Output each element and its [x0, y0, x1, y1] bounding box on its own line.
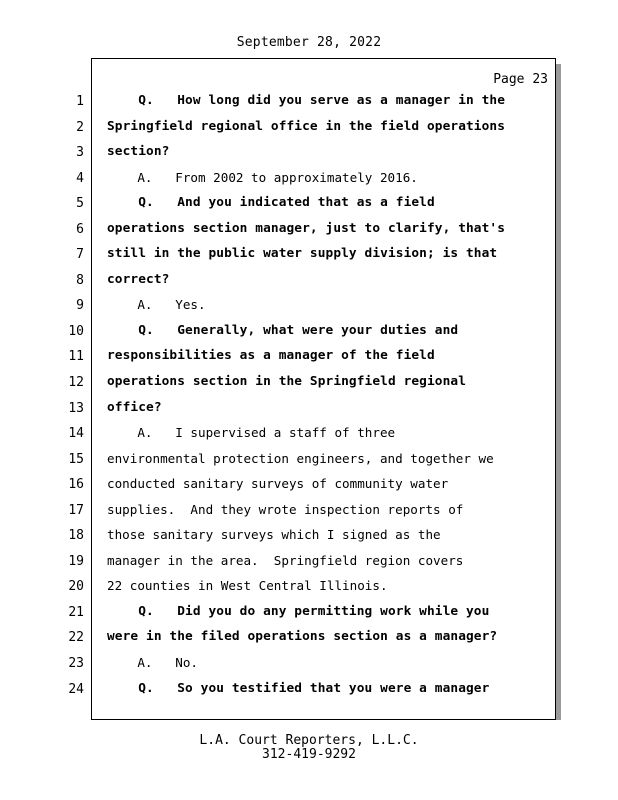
- line-number: 5: [76, 196, 84, 212]
- line-number: 12: [68, 375, 84, 391]
- line-text: still in the public water supply division; is that: [107, 246, 498, 262]
- line-text: 22 counties in West Central Illinois.: [107, 578, 388, 594]
- line-text: Q. Generally, what were your duties and: [107, 322, 459, 338]
- line-text: A. I supervised a staff of three: [107, 425, 396, 441]
- transcript-date: September 28, 2022: [236, 35, 382, 50]
- line-text: Springfield regional office in the field operations: [107, 118, 506, 134]
- line-number: 22: [68, 630, 84, 646]
- line-text: conducted sanitary surveys of community water: [107, 476, 449, 492]
- line-text: section?: [107, 144, 170, 160]
- transcript-lines: [0, 93, 618, 715]
- line-number: 1: [76, 94, 84, 109]
- transcript-line: [0, 118, 618, 154]
- line-number: 13: [68, 400, 84, 416]
- transcript-line: [0, 629, 618, 664]
- line-text: supplies. And they wrote inspection reports of: [107, 501, 464, 517]
- line-text: A. From 2002 to approximately 2016.: [107, 169, 418, 185]
- line-text: manager in the area. Springfield region covers: [107, 552, 464, 568]
- line-number: 8: [76, 272, 84, 288]
- footer-company: L.A. Court Reporters, L.L.C.: [199, 733, 419, 748]
- line-number: 23: [68, 656, 84, 672]
- transcript-line: [0, 271, 618, 307]
- line-number: 16: [68, 477, 84, 493]
- line-text: responsibilities as a manager of the field: [107, 348, 435, 364]
- line-text: those sanitary surveys which I signed as the: [107, 527, 441, 543]
- line-text: Q. And you indicated that as a field: [107, 195, 435, 211]
- line-number: 19: [68, 553, 84, 569]
- line-number: 18: [68, 528, 84, 544]
- line-number: 15: [68, 451, 84, 467]
- line-number: 24: [68, 681, 84, 697]
- transcript-line: [0, 680, 618, 716]
- line-number: 6: [76, 221, 84, 237]
- line-number: 3: [76, 145, 84, 161]
- line-number: 10: [68, 323, 84, 339]
- transcript-line: [0, 374, 618, 409]
- line-number: 21: [68, 604, 84, 620]
- line-text: office?: [107, 399, 162, 415]
- line-number: 17: [68, 502, 84, 518]
- line-text: Q. How long did you serve as a manager in the: [107, 93, 506, 108]
- line-number: 11: [68, 349, 84, 365]
- footer-phone: 312-419-9292: [262, 747, 356, 762]
- line-text: operations section manager, just to clarify, that's: [107, 220, 506, 236]
- line-text: correct?: [107, 271, 170, 287]
- line-number: 9: [76, 298, 84, 314]
- line-text: A. Yes.: [107, 297, 206, 313]
- line-number: 7: [76, 247, 84, 263]
- line-number: 2: [76, 119, 84, 135]
- line-number: 4: [76, 170, 84, 186]
- transcript-line: [0, 246, 618, 281]
- line-text: Q. So you testified that you were a manager: [107, 680, 490, 696]
- line-text: were in the filed operations section as a manager?: [107, 629, 498, 645]
- line-number: 20: [68, 579, 84, 595]
- line-text: Q. Did you do any permitting work while you: [107, 603, 490, 619]
- line-text: environmental protection engineers, and together we: [107, 450, 494, 466]
- page-number: Page 23: [493, 72, 548, 87]
- line-number: 14: [68, 426, 84, 442]
- line-text: A. No.: [107, 655, 198, 671]
- line-text: operations section in the Springfield regional: [107, 374, 467, 390]
